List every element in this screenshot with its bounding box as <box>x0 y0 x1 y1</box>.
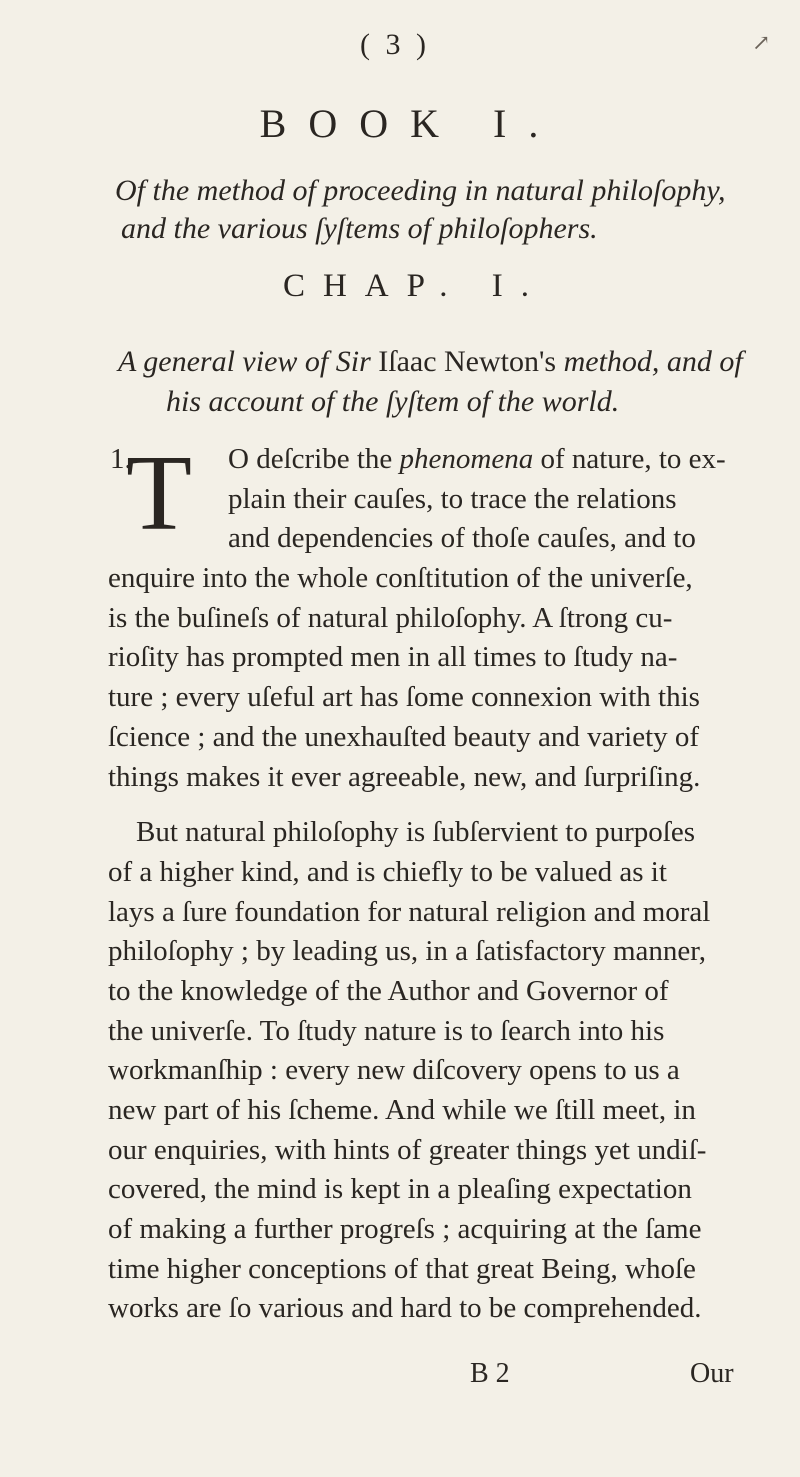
text-line: our enquiries, with hints of greater things yet undiſ- <box>108 1133 707 1166</box>
text-line: But natural philoſophy is ſubſervient to purpoſes <box>136 816 695 849</box>
text-line: philoſophy ; by leading us, in a ſatisfactory manner, <box>108 935 707 968</box>
drop-cap: T <box>126 434 192 553</box>
book-subtitle <box>115 172 765 248</box>
chapter-subtitle-line <box>118 342 778 382</box>
text-line <box>108 440 790 480</box>
book-title: BOOK I. <box>259 101 561 146</box>
signature-mark: B 2 <box>470 1358 510 1389</box>
catchword: Our <box>690 1358 734 1389</box>
text-line: and dependencies of thoſe cauſes, and to <box>228 522 696 555</box>
chapter-subtitle-text: A general view of Sir <box>118 345 379 378</box>
page-number: ( 3 ) <box>360 28 430 61</box>
text-line: works are ſo various and hard to be comprehended. <box>108 1292 702 1325</box>
text-line: enquire into the whole conſtitution of the univerſe, <box>108 562 693 595</box>
text-line: new part of his ſcheme. And while we ſtill meet, in <box>108 1094 696 1126</box>
text-line: ſcience ; and the unexhauſted beauty and variety of <box>108 720 700 753</box>
book-subtitle-line: Of the method of proceeding in natural philoſophy, <box>115 174 726 207</box>
text-line: of a higher kind, and is chiefly to be valued as it <box>108 855 667 888</box>
text-line: of making a further progreſs ; acquiring at the ſame <box>108 1213 702 1246</box>
chapter-heading: CHAP. I. <box>282 268 548 304</box>
text-line: is the buſineſs of natural philoſophy. A ſtrong cu- <box>108 601 673 634</box>
text-line: time higher conceptions of that great Being, whoſe <box>108 1252 696 1285</box>
text-span: of nature, to ex- <box>533 443 726 475</box>
text-line: covered, the mind is kept in a pleaſing expectation <box>108 1173 692 1206</box>
text-line: plain their cauſes, to trace the relations <box>228 482 677 515</box>
text-line: the univerſe. To ſtudy nature is to ſearch into his <box>108 1014 665 1047</box>
book-subtitle-line: and the various ſyſtems of philoſophers. <box>121 212 598 245</box>
paragraph-gap <box>108 797 790 813</box>
chapter-subtitle-line: his account of the ſyſtem of the world. <box>166 385 620 418</box>
chapter-subtitle <box>118 342 778 422</box>
text-italic: phenomena <box>399 443 534 475</box>
body-text <box>108 434 790 1329</box>
text-line: workmanſhip : every new diſcovery opens to us a <box>108 1054 680 1087</box>
chapter-subtitle-name: Iſaac Newton's <box>378 345 557 378</box>
chapter-subtitle-text: method, and of <box>556 345 743 378</box>
paragraph-number: 1. <box>110 443 132 475</box>
corner-mark-icon: ↗ <box>752 30 771 55</box>
text-line: to the knowledge of the Author and Governor of <box>108 974 669 1007</box>
text-line: rioſity has prompted men in all times to ſtudy na- <box>108 641 678 674</box>
text-line: ture ; every uſeful art has ſome connexion with this <box>108 681 700 714</box>
text-line: lays a ſure foundation for natural religion and moral <box>108 895 711 928</box>
text-span: O deſcribe the <box>228 443 400 475</box>
text-line: things makes it ever agreeable, new, and ſurpriſing. <box>108 760 701 793</box>
